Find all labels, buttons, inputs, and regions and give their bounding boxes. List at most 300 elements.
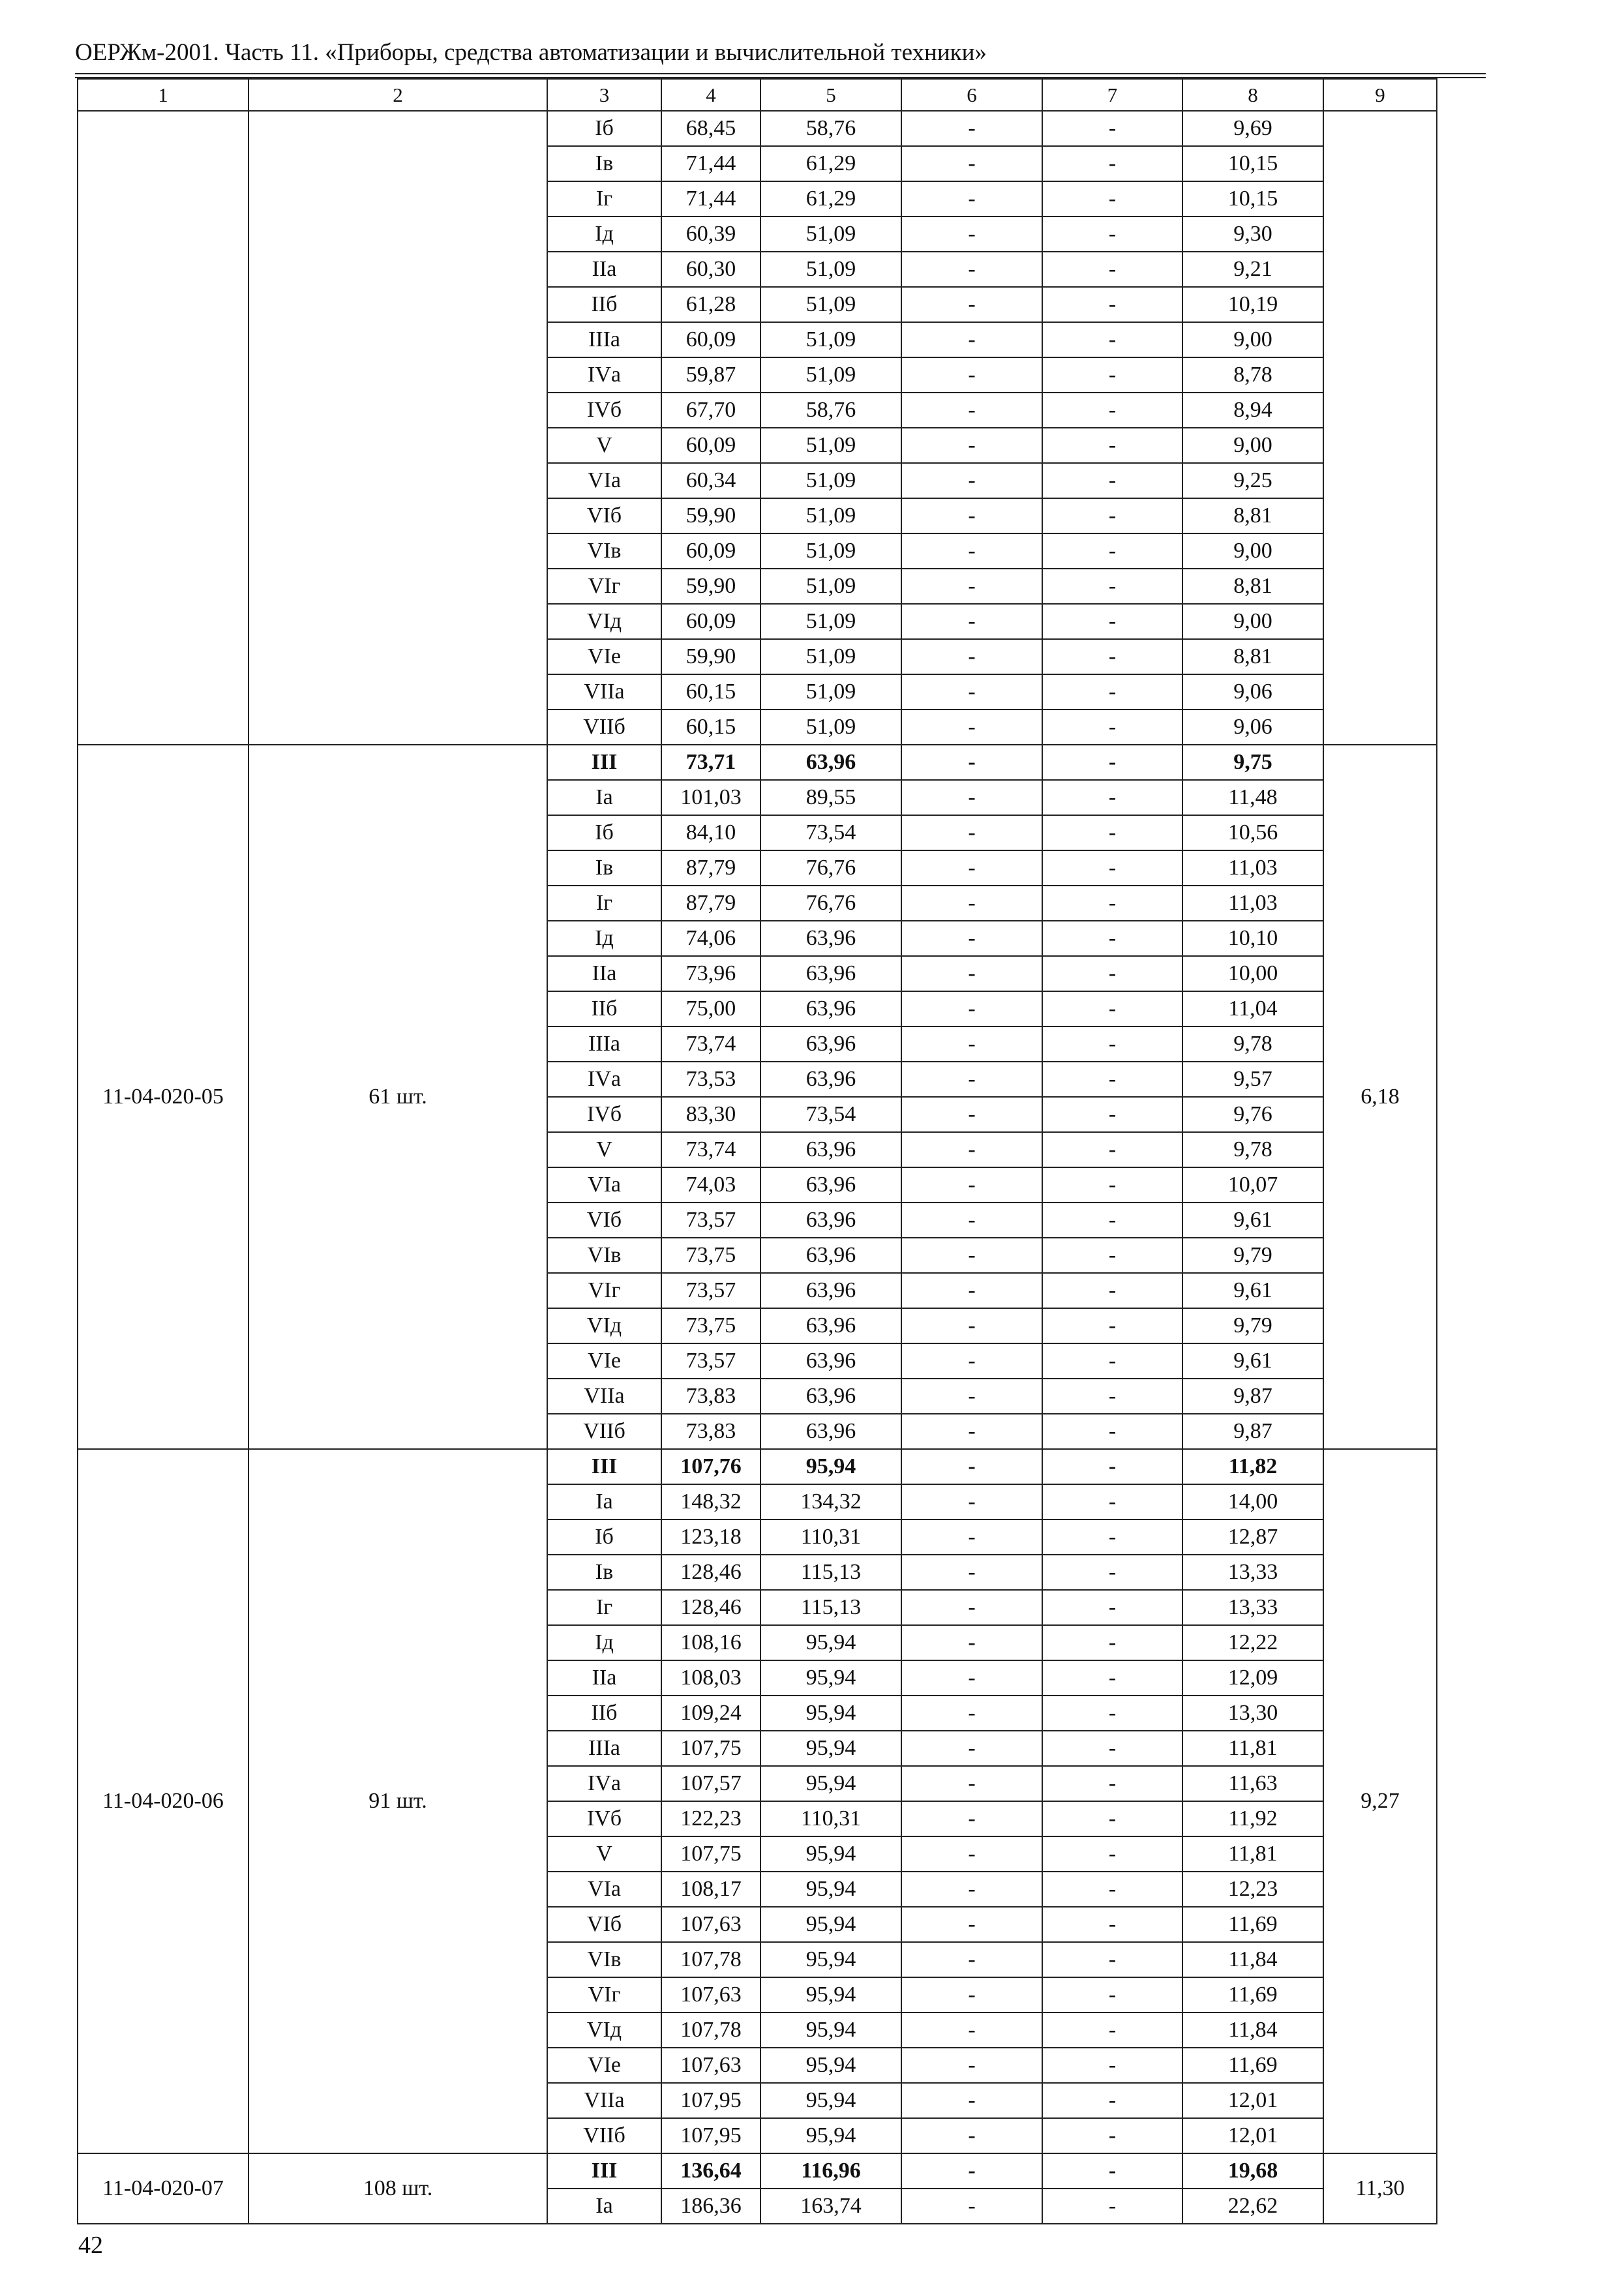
table-row: [78, 745, 1437, 780]
value-cell: 10,19: [1182, 287, 1323, 322]
value-cell: -: [1042, 745, 1182, 780]
zone-cell: Iа: [547, 2189, 661, 2224]
value-cell: -: [1042, 1203, 1182, 1238]
value-cell: 12,23: [1182, 1872, 1323, 1907]
zone-cell: IVа: [547, 1062, 661, 1097]
value-cell: 95,94: [760, 1449, 901, 1484]
value-cell: 95,94: [760, 1836, 901, 1872]
zone-cell: VIе: [547, 639, 661, 674]
value-cell: 95,94: [760, 2118, 901, 2153]
value-cell: 63,96: [760, 1167, 901, 1203]
value-cell: 8,78: [1182, 357, 1323, 393]
value-cell: 59,90: [661, 639, 760, 674]
zone-cell: IVа: [547, 357, 661, 393]
value-cell: 11,84: [1182, 1942, 1323, 1977]
zone-cell: VIв: [547, 533, 661, 569]
value-cell: 11,69: [1182, 1907, 1323, 1942]
zone-cell: Iб: [547, 1519, 661, 1555]
value-cell: 10,07: [1182, 1167, 1323, 1203]
value-cell: 163,74: [760, 2189, 901, 2224]
value-cell: 95,94: [760, 1660, 901, 1696]
value-cell: -: [1042, 1731, 1182, 1766]
value-cell: 9,57: [1182, 1062, 1323, 1097]
zone-cell: VIд: [547, 2012, 661, 2048]
value-cell: -: [901, 428, 1042, 463]
value-cell: 9,87: [1182, 1414, 1323, 1449]
value-cell: 12,87: [1182, 1519, 1323, 1555]
column-number: 2: [248, 79, 547, 111]
value-cell: 11,81: [1182, 1731, 1323, 1766]
value-cell: 63,96: [760, 1414, 901, 1449]
value-cell: 9,61: [1182, 1343, 1323, 1379]
value-cell: 60,39: [661, 217, 760, 252]
value-cell: 51,09: [760, 217, 901, 252]
value-cell: 73,74: [661, 1132, 760, 1167]
value-cell: -: [1042, 1484, 1182, 1519]
value-cell: -: [901, 1414, 1042, 1449]
value-cell: 9,06: [1182, 710, 1323, 745]
zone-cell: VIе: [547, 1343, 661, 1379]
value-cell: -: [901, 886, 1042, 921]
quantity-cell: [248, 111, 547, 745]
zone-cell: VIе: [547, 2048, 661, 2083]
value-cell: 186,36: [661, 2189, 760, 2224]
value-cell: -: [901, 111, 1042, 146]
zone-cell: Iд: [547, 217, 661, 252]
value-cell: 13,33: [1182, 1555, 1323, 1590]
value-cell: 60,34: [661, 463, 760, 498]
value-cell: -: [901, 2012, 1042, 2048]
value-cell: -: [901, 2118, 1042, 2153]
zone-cell: IIб: [547, 287, 661, 322]
zone-cell: V: [547, 428, 661, 463]
value-cell: -: [1042, 1132, 1182, 1167]
value-cell: -: [901, 1132, 1042, 1167]
value-cell: 95,94: [760, 1625, 901, 1660]
value-cell: -: [1042, 921, 1182, 956]
value-cell: 71,44: [661, 146, 760, 181]
value-cell: 10,10: [1182, 921, 1323, 956]
zone-cell: IIIа: [547, 322, 661, 357]
value-cell: 12,22: [1182, 1625, 1323, 1660]
column-number: 4: [661, 79, 760, 111]
column-number: 3: [547, 79, 661, 111]
value-cell: 63,96: [760, 956, 901, 991]
value-cell: -: [1042, 217, 1182, 252]
value-cell: -: [901, 1907, 1042, 1942]
value-cell: -: [901, 921, 1042, 956]
value-cell: 109,24: [661, 1696, 760, 1731]
table-row: [78, 2153, 1437, 2189]
zone-cell: VIд: [547, 604, 661, 639]
zone-cell: V: [547, 1132, 661, 1167]
value-cell: 11,69: [1182, 1977, 1323, 2012]
value-cell: 73,96: [661, 956, 760, 991]
value-cell: 108,03: [661, 1660, 760, 1696]
rate-code-cell: 11-04-020-07: [78, 2153, 248, 2224]
zone-cell: IVб: [547, 1097, 661, 1132]
value-cell: 9,21: [1182, 252, 1323, 287]
value-cell: 60,30: [661, 252, 760, 287]
value-cell: -: [1042, 1942, 1182, 1977]
column9-cell: 9,27: [1323, 1449, 1437, 2153]
value-cell: -: [901, 2083, 1042, 2118]
zone-cell: VIIб: [547, 710, 661, 745]
value-cell: -: [1042, 1872, 1182, 1907]
zone-cell: Iд: [547, 1625, 661, 1660]
value-cell: 115,13: [760, 1555, 901, 1590]
zone-cell: VIIб: [547, 1414, 661, 1449]
value-cell: 11,82: [1182, 1449, 1323, 1484]
column9-cell: [1323, 111, 1437, 745]
value-cell: 60,09: [661, 533, 760, 569]
value-cell: 148,32: [661, 1484, 760, 1519]
value-cell: -: [1042, 2153, 1182, 2189]
value-cell: 63,96: [760, 921, 901, 956]
value-cell: 95,94: [760, 1731, 901, 1766]
value-cell: 87,79: [661, 886, 760, 921]
value-cell: 95,94: [760, 1696, 901, 1731]
zone-cell: Iв: [547, 850, 661, 886]
value-cell: -: [1042, 393, 1182, 428]
value-cell: -: [901, 1519, 1042, 1555]
value-cell: -: [901, 498, 1042, 533]
value-cell: 107,63: [661, 1907, 760, 1942]
value-cell: 12,01: [1182, 2083, 1323, 2118]
column-number-row: [78, 79, 1437, 111]
zone-cell: Iа: [547, 1484, 661, 1519]
value-cell: 9,75: [1182, 745, 1323, 780]
value-cell: -: [901, 1449, 1042, 1484]
value-cell: -: [1042, 569, 1182, 604]
zone-cell: Iг: [547, 1590, 661, 1625]
zone-cell: Iб: [547, 111, 661, 146]
value-cell: -: [1042, 1801, 1182, 1836]
zone-cell: VIг: [547, 569, 661, 604]
value-cell: 59,87: [661, 357, 760, 393]
value-cell: -: [901, 1942, 1042, 1977]
value-cell: -: [901, 533, 1042, 569]
value-cell: 107,57: [661, 1766, 760, 1801]
column-number: 9: [1323, 79, 1437, 111]
value-cell: -: [1042, 1097, 1182, 1132]
value-cell: -: [901, 1203, 1042, 1238]
value-cell: -: [1042, 181, 1182, 217]
value-cell: 134,32: [760, 1484, 901, 1519]
value-cell: -: [1042, 1449, 1182, 1484]
value-cell: 51,09: [760, 604, 901, 639]
value-cell: -: [1042, 710, 1182, 745]
value-cell: -: [901, 569, 1042, 604]
value-cell: 73,83: [661, 1379, 760, 1414]
value-cell: -: [901, 2048, 1042, 2083]
value-cell: 107,78: [661, 2012, 760, 2048]
value-cell: 51,09: [760, 710, 901, 745]
value-cell: -: [901, 1836, 1042, 1872]
value-cell: 60,15: [661, 674, 760, 710]
value-cell: -: [1042, 604, 1182, 639]
value-cell: 115,13: [760, 1590, 901, 1625]
value-cell: 75,00: [661, 991, 760, 1026]
page-number: 42: [78, 2232, 103, 2259]
value-cell: -: [901, 1625, 1042, 1660]
value-cell: 76,76: [760, 850, 901, 886]
value-cell: 9,61: [1182, 1203, 1323, 1238]
value-cell: -: [901, 780, 1042, 815]
zone-cell: Iа: [547, 780, 661, 815]
zone-cell: VIг: [547, 1977, 661, 2012]
value-cell: 101,03: [661, 780, 760, 815]
value-cell: 9,76: [1182, 1097, 1323, 1132]
value-cell: -: [1042, 428, 1182, 463]
value-cell: -: [901, 1167, 1042, 1203]
value-cell: 107,75: [661, 1731, 760, 1766]
value-cell: 63,96: [760, 1062, 901, 1097]
value-cell: -: [1042, 111, 1182, 146]
value-cell: -: [1042, 463, 1182, 498]
value-cell: 107,95: [661, 2118, 760, 2153]
value-cell: 73,54: [760, 1097, 901, 1132]
zone-cell: Iв: [547, 1555, 661, 1590]
value-cell: -: [1042, 1766, 1182, 1801]
value-cell: 95,94: [760, 1766, 901, 1801]
value-cell: -: [1042, 146, 1182, 181]
zone-cell: Iг: [547, 886, 661, 921]
value-cell: 110,31: [760, 1519, 901, 1555]
zone-cell: Iг: [547, 181, 661, 217]
value-cell: 11,04: [1182, 991, 1323, 1026]
value-cell: 74,06: [661, 921, 760, 956]
value-cell: 58,76: [760, 111, 901, 146]
value-cell: -: [1042, 1343, 1182, 1379]
value-cell: -: [901, 1590, 1042, 1625]
value-cell: 51,09: [760, 428, 901, 463]
zone-cell: Iв: [547, 146, 661, 181]
zone-cell: VIIа: [547, 1379, 661, 1414]
value-cell: -: [901, 1343, 1042, 1379]
value-cell: -: [901, 850, 1042, 886]
table-row: [78, 111, 1437, 146]
value-cell: 73,83: [661, 1414, 760, 1449]
price-table: [77, 78, 1437, 2224]
zone-cell: IIа: [547, 956, 661, 991]
value-cell: -: [901, 956, 1042, 991]
value-cell: 51,09: [760, 533, 901, 569]
value-cell: 107,76: [661, 1449, 760, 1484]
value-cell: 51,09: [760, 639, 901, 674]
value-cell: -: [1042, 674, 1182, 710]
value-cell: 60,09: [661, 604, 760, 639]
value-cell: -: [901, 322, 1042, 357]
zone-cell: VIIа: [547, 2083, 661, 2118]
value-cell: 9,79: [1182, 1308, 1323, 1343]
value-cell: -: [1042, 1238, 1182, 1273]
value-cell: 61,29: [760, 181, 901, 217]
zone-cell: VIа: [547, 1872, 661, 1907]
zone-cell: VIв: [547, 1238, 661, 1273]
value-cell: -: [1042, 533, 1182, 569]
value-cell: -: [1042, 357, 1182, 393]
value-cell: -: [901, 604, 1042, 639]
value-cell: 51,09: [760, 498, 901, 533]
value-cell: -: [1042, 780, 1182, 815]
value-cell: 10,56: [1182, 815, 1323, 850]
value-cell: 11,92: [1182, 1801, 1323, 1836]
table-row: [78, 1449, 1437, 1484]
zone-cell: IIIа: [547, 1026, 661, 1062]
value-cell: -: [901, 1484, 1042, 1519]
value-cell: -: [1042, 1590, 1182, 1625]
quantity-cell: 91 шт.: [248, 1449, 547, 2153]
quantity-cell: 61 шт.: [248, 745, 547, 1449]
value-cell: -: [901, 639, 1042, 674]
value-cell: 8,81: [1182, 569, 1323, 604]
value-cell: -: [1042, 1026, 1182, 1062]
value-cell: -: [1042, 287, 1182, 322]
value-cell: 22,62: [1182, 2189, 1323, 2224]
value-cell: -: [1042, 1660, 1182, 1696]
zone-cell: IIIа: [547, 1731, 661, 1766]
value-cell: 13,30: [1182, 1696, 1323, 1731]
value-cell: 63,96: [760, 745, 901, 780]
value-cell: -: [901, 1308, 1042, 1343]
zone-cell: IIб: [547, 991, 661, 1026]
zone-cell: IVа: [547, 1766, 661, 1801]
value-cell: 60,09: [661, 322, 760, 357]
zone-cell: IVб: [547, 1801, 661, 1836]
value-cell: 107,75: [661, 1836, 760, 1872]
value-cell: -: [901, 217, 1042, 252]
column9-cell: 11,30: [1323, 2153, 1437, 2224]
value-cell: 73,71: [661, 745, 760, 780]
value-cell: 9,00: [1182, 428, 1323, 463]
value-cell: 9,78: [1182, 1026, 1323, 1062]
value-cell: 9,69: [1182, 111, 1323, 146]
value-cell: -: [901, 991, 1042, 1026]
zone-cell: VIIб: [547, 2118, 661, 2153]
value-cell: 110,31: [760, 1801, 901, 1836]
table-body: [78, 111, 1437, 2224]
column-number: 7: [1042, 79, 1182, 111]
value-cell: 63,96: [760, 1203, 901, 1238]
value-cell: 60,15: [661, 710, 760, 745]
value-cell: 9,78: [1182, 1132, 1323, 1167]
value-cell: 11,84: [1182, 2012, 1323, 2048]
value-cell: 9,00: [1182, 604, 1323, 639]
value-cell: -: [901, 463, 1042, 498]
value-cell: 11,03: [1182, 886, 1323, 921]
value-cell: 63,96: [760, 1379, 901, 1414]
value-cell: 128,46: [661, 1590, 760, 1625]
value-cell: 10,15: [1182, 146, 1323, 181]
value-cell: -: [901, 252, 1042, 287]
value-cell: -: [901, 1273, 1042, 1308]
rate-code-cell: 11-04-020-06: [78, 1449, 248, 2153]
value-cell: 73,57: [661, 1273, 760, 1308]
value-cell: 73,57: [661, 1203, 760, 1238]
zone-cell: Iд: [547, 921, 661, 956]
value-cell: -: [1042, 322, 1182, 357]
column-number: 8: [1182, 79, 1323, 111]
value-cell: 95,94: [760, 1977, 901, 2012]
value-cell: -: [901, 1062, 1042, 1097]
value-cell: -: [1042, 815, 1182, 850]
value-cell: -: [1042, 1696, 1182, 1731]
value-cell: 8,81: [1182, 498, 1323, 533]
zone-cell: VIIа: [547, 674, 661, 710]
value-cell: 128,46: [661, 1555, 760, 1590]
value-cell: 95,94: [760, 1907, 901, 1942]
value-cell: -: [901, 1097, 1042, 1132]
value-cell: -: [901, 1872, 1042, 1907]
value-cell: -: [1042, 1555, 1182, 1590]
value-cell: 51,09: [760, 287, 901, 322]
value-cell: -: [1042, 252, 1182, 287]
value-cell: 123,18: [661, 1519, 760, 1555]
value-cell: -: [1042, 1379, 1182, 1414]
value-cell: 61,29: [760, 146, 901, 181]
value-cell: 11,48: [1182, 780, 1323, 815]
value-cell: 14,00: [1182, 1484, 1323, 1519]
column-number: 6: [901, 79, 1042, 111]
value-cell: 11,81: [1182, 1836, 1323, 1872]
zone-cell: IIа: [547, 252, 661, 287]
value-cell: -: [901, 1977, 1042, 2012]
value-cell: -: [901, 1766, 1042, 1801]
value-cell: 59,90: [661, 569, 760, 604]
value-cell: 95,94: [760, 2083, 901, 2118]
value-cell: -: [901, 357, 1042, 393]
value-cell: 8,81: [1182, 639, 1323, 674]
value-cell: -: [901, 287, 1042, 322]
value-cell: 63,96: [760, 1308, 901, 1343]
value-cell: 63,96: [760, 991, 901, 1026]
column-number: 1: [78, 79, 248, 111]
value-cell: -: [1042, 1414, 1182, 1449]
value-cell: -: [901, 2189, 1042, 2224]
value-cell: 108,17: [661, 1872, 760, 1907]
value-cell: -: [1042, 1308, 1182, 1343]
value-cell: 13,33: [1182, 1590, 1323, 1625]
zone-cell: III: [547, 1449, 661, 1484]
value-cell: 107,63: [661, 1977, 760, 2012]
value-cell: 107,63: [661, 2048, 760, 2083]
zone-cell: VIв: [547, 1942, 661, 1977]
value-cell: 95,94: [760, 2012, 901, 2048]
value-cell: 73,75: [661, 1238, 760, 1273]
value-cell: -: [901, 1238, 1042, 1273]
value-cell: 11,69: [1182, 2048, 1323, 2083]
value-cell: -: [1042, 886, 1182, 921]
value-cell: -: [901, 393, 1042, 428]
rate-code-cell: 11-04-020-05: [78, 745, 248, 1449]
zone-cell: Iб: [547, 815, 661, 850]
value-cell: -: [1042, 1062, 1182, 1097]
value-cell: -: [901, 745, 1042, 780]
value-cell: 61,28: [661, 287, 760, 322]
zone-cell: VIд: [547, 1308, 661, 1343]
value-cell: 95,94: [760, 1942, 901, 1977]
zone-cell: IIа: [547, 1660, 661, 1696]
zone-cell: III: [547, 745, 661, 780]
value-cell: -: [901, 2153, 1042, 2189]
value-cell: -: [901, 1555, 1042, 1590]
value-cell: 9,79: [1182, 1238, 1323, 1273]
value-cell: 63,96: [760, 1132, 901, 1167]
value-cell: -: [901, 1379, 1042, 1414]
value-cell: 87,79: [661, 850, 760, 886]
value-cell: 51,09: [760, 463, 901, 498]
